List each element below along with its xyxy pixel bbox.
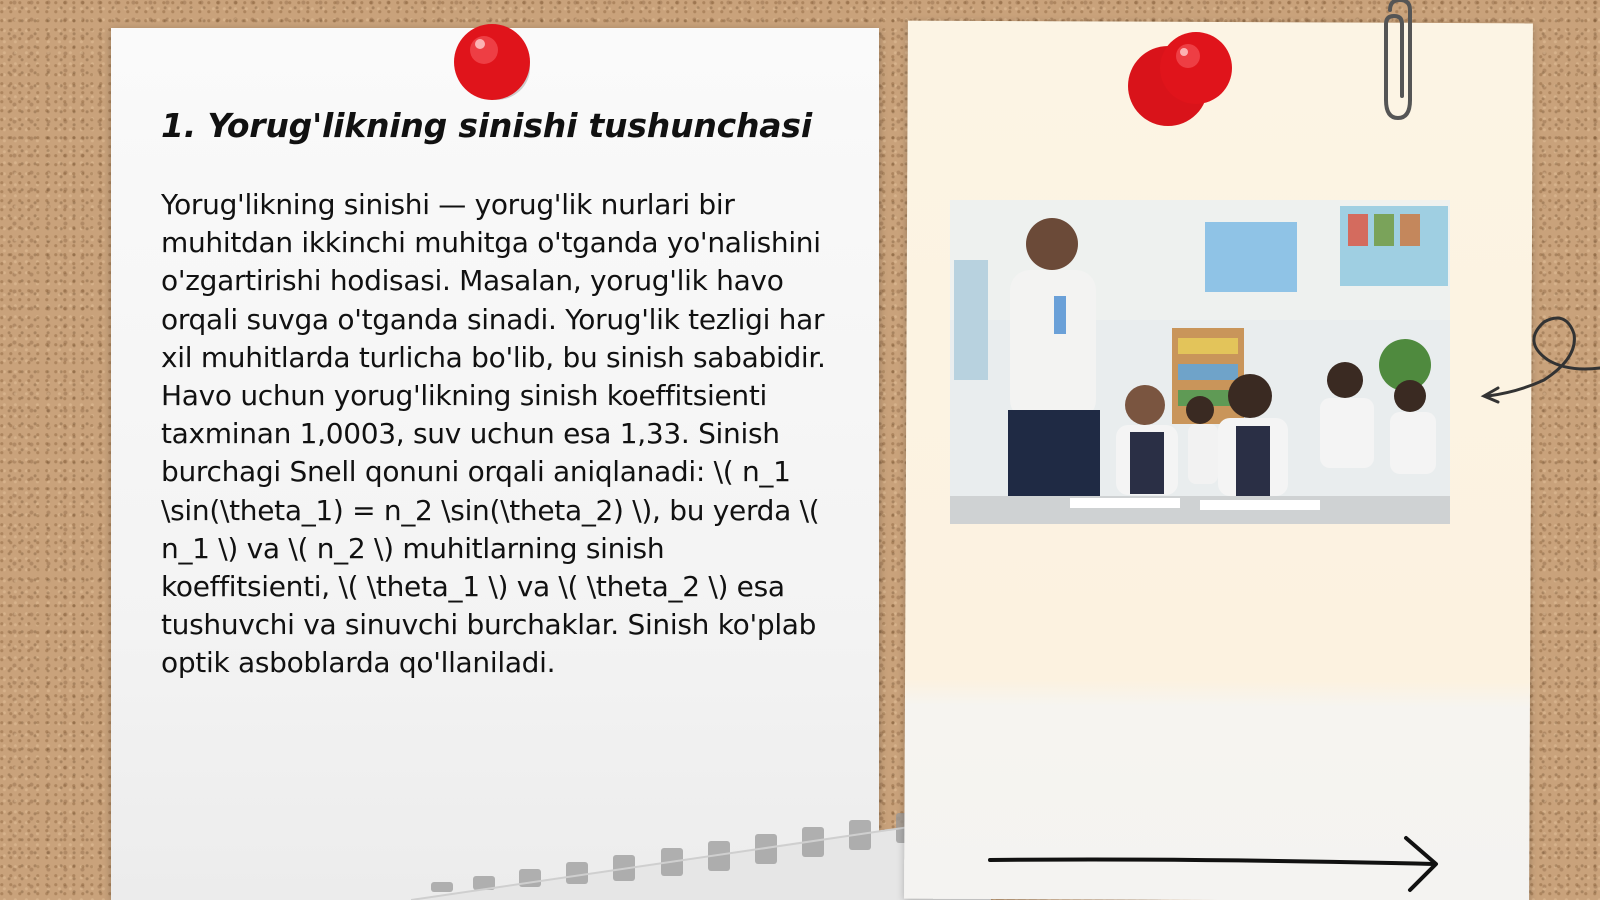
classroom-photo [950, 200, 1450, 524]
paper-clip-icon [1376, 0, 1424, 124]
slide-body-text: Yorug'likning sinishi — yorug'lik nurlari bir muhitdan ikkinchi muhitga o'tganda yo'nalishini o'zgartirishi hodisasi. Masalan, yorug'lik havo orqali suvga o'tganda sinadi. Yorug'lik tezligi har xil muhitlarda turlicha bo'lib, bu sinish sababidir. Havo uchun yorug'likning sinish koeffitsienti taxminan 1,0003, suv uchun esa 1,33. Sinish burchagi Snell qonuni orqali aniqlanadi: \( n_1 \sin(\theta_1) = n_2 \sin(\theta_2) \), bu yerda \( n_1 \) va \( n_2 \) muhitlarning sinish koeffitsienti, \( \theta_1 \) va \( \theta_2 \) esa tushuvchi va sinuvchi burchaklar. Sinish ko'plab optik asboblarda qo'llaniladi. [161, 188, 826, 680]
push-pin-icon [1124, 30, 1234, 134]
loop-arrow-icon [1478, 310, 1600, 410]
arrow-right-icon [986, 834, 1448, 894]
left-paper-note [111, 28, 879, 900]
push-pin-icon [452, 20, 534, 102]
slide-title: 1. Yorug'likning sinishi tushunchasi [161, 106, 812, 145]
